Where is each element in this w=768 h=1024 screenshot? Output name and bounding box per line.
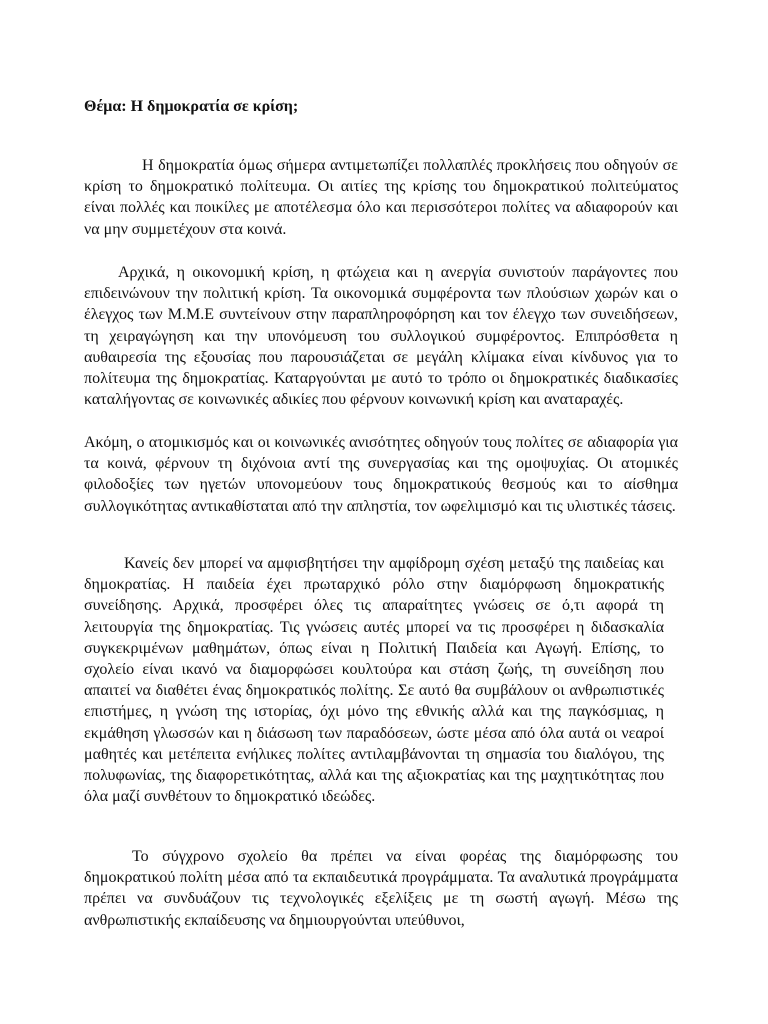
- paragraph-3: Ακόμη, ο ατομικισμός και οι κοινωνικές ανισότητες οδηγούν τους πολίτες σε αδιαφορία για τα κοινά, φέρνουν τη διχόνοια αντί της συνεργασίας και της ομοψυχίας. Οι ατομικές φιλοδοξίες των ηγετών υπονομεύουν τους δημοκρατικούς θεσμούς και το αίσθημα συλλογικότητας αντικαθίσταται από την απληστία, τον ωφελιμισμό και τις υλιστικές τάσεις.: [84, 434, 678, 515]
- paragraph-4: Κανείς δεν μπορεί να αμφισβητήσει την αμφίδρομη σχέση μεταξύ της παιδείας και δημοκρατίας. Η παιδεία έχει πρωταρχικό ρόλο στην διαμόρφωση δημοκρατικής συνείδησης. Αρχικά, προσφέρει όλες τις απαραίτητες γνώσεις σε ό,τι αφορά τη λειτουργία της δημοκρατίας. Τις γνώσεις αυτές μπορεί να τις προσφέρει η διδασκαλία συγκεκριμένων μαθημάτων, όπως είναι η Πολιτική Παιδεία και Αγωγή. Επίσης, το σχολείο είναι ικανό να διαμορφώσει κουλτούρα και στάση ζωής, τη συνείδηση που απαιτεί να διαθέτει ένας δημοκρατικός πολίτης. Σε αυτό θα συμβάλουν οι ανθρωπιστικές επιστήμες, η γνώση της ιστορίας, όχι μόνο της εθνικής αλλά και της παγκόσμιας, η εκμάθηση γλωσσών και η διάσωση των παραδόσεων, ώστε μέσα από όλα αυτά οι νεαροί μαθητές και μετέπειτα ενήλικες πολίτες αντιλαμβάνονται τη σημασία του διαλόγου, της πολυφωνίας, της διαφορετικότητας, αλλά και της αξιοκρατίας και της μαχητικότητας που όλα μαζί συνθέτουν το δημοκρατικό ιδεώδες.: [84, 555, 664, 806]
- paragraph-1: Η δημοκρατία όμως σήμερα αντιμετωπίζει πολλαπλές προκλήσεις που οδηγούν σε κρίση το δημοκρατικό πολίτευμα. Οι αιτίες της κρίσης του δημοκρατικού πολιτεύματος είναι πολλές και ποικίλες με αποτέλεσμα όλο και περισσότεροι πολίτες να αδιαφορούν και να μην συμμετέχουν στα κοινά.: [84, 157, 678, 238]
- document-title: Θέμα: Η δημοκρατία σε κρίση;: [84, 98, 299, 115]
- paragraph-2: Αρχικά, η οικονομική κρίση, η φτώχεια και η ανεργία συνιστούν παράγοντες που επιδεινώνουν την πολιτική κρίση. Τα οικονομικά συμφέροντα των πλούσιων χωρών και ο έλεγχος των Μ.Μ.Ε συντείνουν στην παραπληροφόρηση και τον έλεγχο των συνειδήσεων, τη χειραγώγηση και την υπονόμευση του συλλογικού συμφέροντος. Επιπρόσθετα η αυθαιρεσία της εξουσίας που παρουσιάζεται σε μεγάλη κλίμακα είναι κίνδυνος για το πολίτευμα της δημοκρατίας. Καταργούνται με αυτό το τρόπο οι δημοκρατικές διαδικασίες καταλήγοντας σε κοινωνικές αδικίες που φέρνουν κοινωνική κρίση και αναταραχές.: [84, 264, 678, 409]
- paragraph-5: Το σύγχρονο σχολείο θα πρέπει να είναι φορέας της διαμόρφωσης του δημοκρατικού πολίτη μέσα από τα εκπαιδευτικά προγράμματα. Τα αναλυτικά προγράμματα πρέπει να συνδυάζουν τις τεχνολογικές εξελίξεις με τη σωστή αγωγή. Μέσω της ανθρωπιστικής εκπαίδευσης να δημιουργούνται υπεύθυνοι,: [84, 848, 678, 929]
